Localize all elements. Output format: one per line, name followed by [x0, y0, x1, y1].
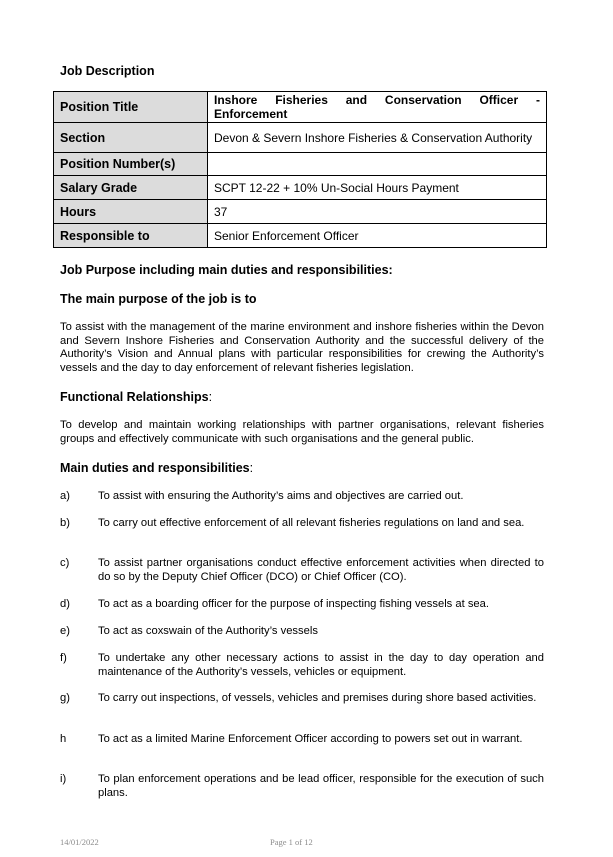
duty-letter: a)	[60, 490, 70, 502]
table-row	[54, 153, 547, 176]
duty-item	[60, 652, 544, 679]
duty-item	[60, 517, 544, 531]
duty-text: To undertake any other necessary actions to assist in the day to day operation and maintenance of the Authority’s vessels, vehicles or equipment.	[98, 652, 544, 678]
table-row	[54, 200, 547, 224]
label-salary-grade: Salary Grade	[54, 176, 208, 200]
duty-item	[60, 625, 544, 639]
functional-text: To develop and maintain working relationships with partner organisations, relevant fisheries groups and effectively communicate with such organisations and the general public.	[60, 419, 544, 445]
duty-text: To act as a limited Marine Enforcement Officer according to powers set out in warrant.	[98, 733, 523, 745]
label-section: Section	[54, 123, 208, 153]
duty-item	[60, 557, 544, 584]
heading-colon: :	[208, 390, 213, 404]
label-position-number: Position Number(s)	[54, 153, 208, 176]
main-purpose-heading: The main purpose of the job is to	[60, 292, 257, 306]
duty-item	[60, 692, 544, 706]
duty-item	[60, 773, 544, 800]
main-purpose-text: To assist with the management of the marine environment and inshore fisheries within the Devon and Severn Inshore Fisheries and Conservation Authority and the successful delivery of the Authority’s Vision and Annual plans with particular responsibilities for crewing the Authority’s vessels and the day to day enforcement of relevant fisheries legislation.	[60, 321, 544, 374]
label-position-title: Position Title	[54, 92, 208, 123]
duty-text: To carry out effective enforcement of all relevant fisheries regulations on land and sea.	[98, 517, 525, 529]
functional-heading	[60, 390, 212, 404]
duty-letter: b)	[60, 517, 70, 529]
table-row	[54, 176, 547, 200]
footer-page-number: Page 1 of 12	[270, 837, 313, 847]
job-purpose-heading: Job Purpose including main duties and responsibilities:	[60, 263, 393, 277]
duty-item	[60, 598, 544, 612]
duty-text: To act as coxswain of the Authority’s vessels	[98, 625, 318, 637]
duty-letter: d)	[60, 598, 70, 610]
duty-text: To plan enforcement operations and be lead officer, responsible for the execution of such plans.	[98, 773, 544, 799]
duties-heading-text: Main duties and responsibilities	[60, 461, 250, 475]
duty-text: To assist partner organisations conduct effective enforcement activities when directed to do so by the Deputy Chief Officer (DCO) or Chief Officer (CO).	[98, 557, 544, 583]
table-row	[54, 92, 547, 123]
duty-letter: g)	[60, 692, 70, 704]
footer-date: 14/01/2022	[60, 837, 99, 847]
value-position-number	[208, 153, 547, 176]
duty-text: To act as a boarding officer for the purpose of inspecting fishing vessels at sea.	[98, 598, 489, 610]
duty-letter: f)	[60, 652, 67, 664]
table-row	[54, 123, 547, 153]
duties-heading	[60, 461, 253, 475]
duty-letter: c)	[60, 557, 70, 569]
duty-item	[60, 490, 544, 504]
duty-item	[60, 733, 544, 747]
duty-letter: i)	[60, 773, 67, 785]
value-section: Devon & Severn Inshore Fisheries & Conservation Authority	[208, 123, 547, 153]
label-responsible-to: Responsible to	[54, 224, 208, 248]
label-hours: Hours	[54, 200, 208, 224]
job-info-table	[53, 91, 547, 248]
functional-heading-text: Functional Relationships	[60, 390, 209, 404]
heading-colon: :	[249, 461, 254, 475]
duty-text: To carry out inspections, of vessels, vehicles and premises during shore based activities.	[98, 692, 537, 704]
duty-letter: e)	[60, 625, 70, 637]
table-row	[54, 224, 547, 248]
document-title: Job Description	[60, 64, 155, 78]
duty-letter: h	[60, 733, 67, 745]
duty-text: To assist with ensuring the Authority’s aims and objectives are carried out.	[98, 490, 464, 502]
value-position-title: Inshore Fisheries and Conservation Officer - Enforcement	[208, 92, 547, 123]
value-hours: 37	[208, 200, 547, 224]
value-responsible-to: Senior Enforcement Officer	[208, 224, 547, 248]
value-salary-grade: SCPT 12-22 + 10% Un-Social Hours Payment	[208, 176, 547, 200]
